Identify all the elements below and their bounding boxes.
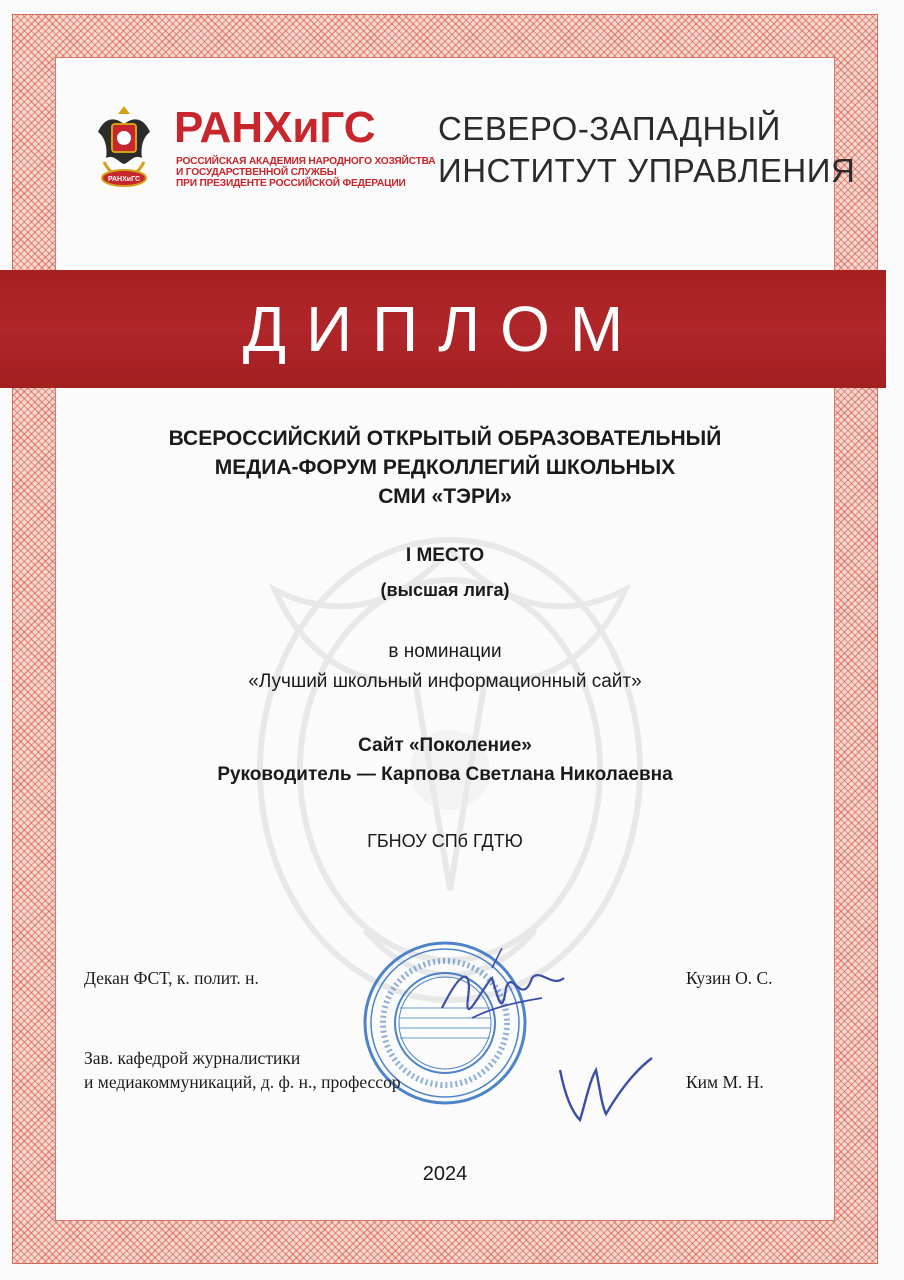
- nomination: [56, 637, 834, 697]
- dean-role: Декан ФСТ, к. полит. н.: [84, 968, 259, 988]
- awardee-leader: Руководитель — Карпова Светлана Николаевна: [217, 764, 673, 785]
- head-role-line: и медиакоммуникаций, д. ф. н., профессор: [84, 1072, 401, 1092]
- forum-name-line: ВСЕРОССИЙСКИЙ ОТКРЫТЫЙ ОБРАЗОВАТЕЛЬНЫЙ: [168, 427, 722, 450]
- forum-name: [56, 424, 834, 511]
- dean-signature-icon: [432, 948, 572, 1048]
- brand-subtitle-line: РОССИЙСКАЯ АКАДЕМИЯ НАРОДНОГО ХОЗЯЙСТВА: [176, 156, 436, 167]
- forum-name-line: МЕДИА-ФОРУМ РЕДКОЛЛЕГИЙ ШКОЛЬНЫХ: [214, 456, 676, 479]
- dean-name: Кузин О. С.: [686, 968, 773, 988]
- head-name: Ким М. Н.: [686, 1072, 764, 1092]
- diploma-title: ДИПЛОМ: [242, 293, 644, 365]
- head-role-line: Зав. кафедрой журналистики: [84, 1048, 301, 1068]
- brand-subtitle: [176, 156, 436, 189]
- institute-name-line: ИНСТИТУТ УПРАВЛЕНИЯ: [438, 152, 856, 189]
- ranepa-emblem-icon: [90, 102, 158, 194]
- nomination-title: «Лучший школьный информационный сайт»: [248, 671, 642, 692]
- brand-subtitle-line: ПРИ ПРЕЗИДЕНТЕ РОССИЙСКОЙ ФЕДЕРАЦИИ: [176, 178, 406, 189]
- award-place: I МЕСТО: [405, 545, 485, 566]
- brand-subtitle-line: И ГОСУДАРСТВЕННОЙ СЛУЖБЫ: [176, 167, 337, 178]
- forum-name-line: СМИ «ТЭРИ»: [378, 485, 512, 508]
- year: 2024: [422, 1163, 468, 1185]
- award-league: (высшая лига): [380, 580, 510, 600]
- head-signature-icon: [540, 1050, 660, 1130]
- institute-name-line: СЕВЕРО-ЗАПАДНЫЙ: [438, 110, 781, 147]
- awardee-site: Сайт «Поколение»: [358, 735, 532, 756]
- emblem-ribbon-text: РАНХиГС: [107, 176, 141, 183]
- awardee: [56, 731, 834, 789]
- institute-name: [438, 108, 855, 192]
- brand-name: РАНХиГС: [174, 103, 376, 152]
- organization: ГБНОУ СПб ГДТЮ: [367, 831, 523, 851]
- nomination-intro: в номинации: [388, 641, 502, 662]
